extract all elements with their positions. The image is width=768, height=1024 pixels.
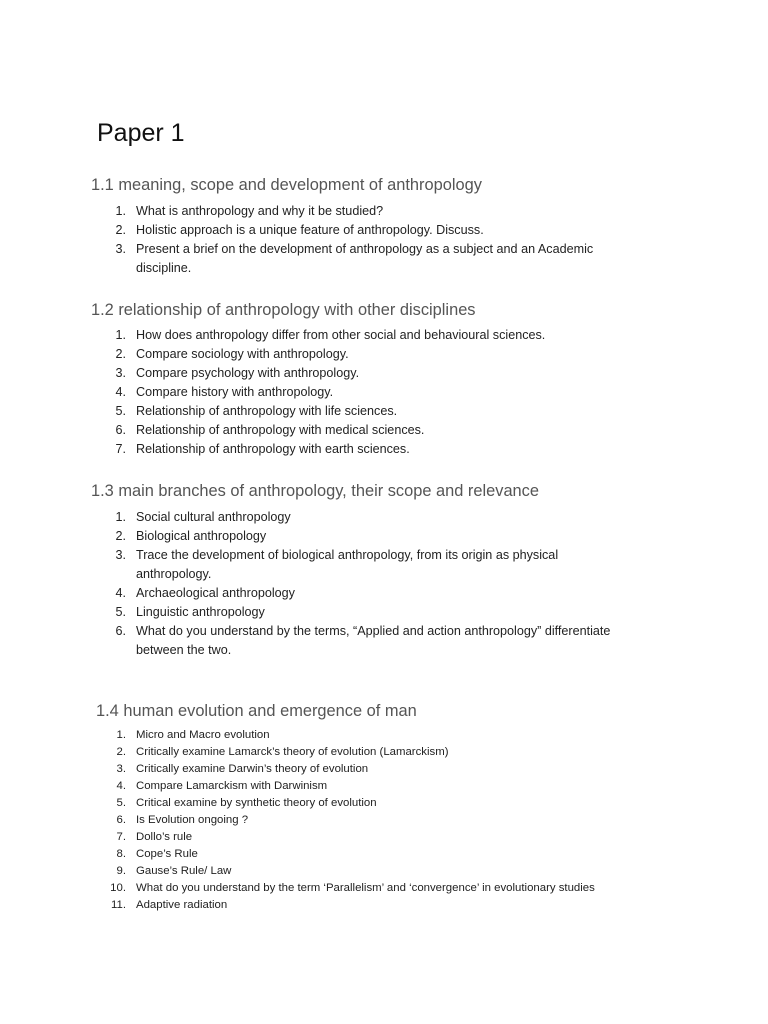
item-number: 6. bbox=[115, 423, 126, 437]
list-item bbox=[91, 744, 671, 761]
item-number: 10. bbox=[110, 882, 126, 894]
item-number: 8. bbox=[116, 848, 126, 860]
list-item bbox=[91, 897, 671, 914]
item-text: Relationship of anthropology with earth sciences. bbox=[136, 442, 410, 456]
page-title: Paper 1 bbox=[97, 119, 185, 147]
item-text: Relationship of anthropology with life sciences. bbox=[136, 404, 398, 418]
item-number: 1. bbox=[116, 729, 126, 741]
item-number: 7. bbox=[115, 442, 126, 456]
item-text: Cope’s Rule bbox=[136, 848, 198, 860]
item-text: Holistic approach is a unique feature of anthropology. Discuss. bbox=[136, 223, 484, 237]
item-number: 2. bbox=[115, 529, 126, 543]
item-number: 4. bbox=[115, 385, 126, 399]
list-item bbox=[91, 761, 671, 778]
list-item bbox=[91, 622, 631, 660]
list-item bbox=[91, 863, 671, 880]
item-text: Dollo’s rule bbox=[136, 831, 193, 843]
list-item bbox=[91, 383, 631, 402]
item-number: 5. bbox=[116, 797, 126, 809]
item-text: Compare Lamarckism with Darwinism bbox=[136, 780, 328, 792]
item-number: 1. bbox=[115, 510, 126, 524]
item-text: Adaptive radiation bbox=[136, 899, 228, 911]
list-item bbox=[91, 546, 631, 584]
list-item bbox=[91, 440, 631, 459]
item-text: Critically examine Darwin’s theory of evolution bbox=[136, 763, 369, 775]
item-text: Compare psychology with anthropology. bbox=[136, 366, 360, 380]
item-number: 3. bbox=[115, 366, 126, 380]
list-item bbox=[91, 508, 631, 527]
item-text: Present a brief on the development of anthropology as a subject and an Academic discipline. bbox=[136, 242, 594, 275]
list-item bbox=[91, 402, 631, 421]
list-item bbox=[91, 778, 671, 795]
item-number: 4. bbox=[116, 780, 126, 792]
item-text: Social cultural anthropology bbox=[136, 510, 291, 524]
item-text: Compare sociology with anthropology. bbox=[136, 347, 349, 361]
item-number: 7. bbox=[116, 831, 126, 843]
item-number: 11. bbox=[111, 899, 126, 911]
item-text: Relationship of anthropology with medical sciences. bbox=[136, 423, 425, 437]
item-text: What is anthropology and why it be studied? bbox=[136, 204, 384, 218]
item-text: How does anthropology differ from other social and behavioural sciences. bbox=[136, 328, 546, 342]
list-item bbox=[91, 202, 631, 221]
list-item bbox=[91, 829, 671, 846]
section-heading-1-2: 1.2 relationship of anthropology with other disciplines bbox=[91, 301, 476, 319]
list-item bbox=[91, 527, 631, 546]
item-number: 9. bbox=[116, 865, 126, 877]
item-text: Compare history with anthropology. bbox=[136, 385, 334, 399]
list-item bbox=[91, 846, 671, 863]
list-item bbox=[91, 795, 671, 812]
item-text: Linguistic anthropology bbox=[136, 605, 265, 619]
item-text: Micro and Macro evolution bbox=[136, 729, 270, 741]
item-number: 5. bbox=[115, 605, 126, 619]
item-number: 3. bbox=[115, 242, 126, 256]
section-heading-1-1: 1.1 meaning, scope and development of anthropology bbox=[91, 176, 482, 194]
item-number: 6. bbox=[115, 624, 126, 638]
list-item bbox=[91, 880, 671, 897]
section-heading-1-3: 1.3 main branches of anthropology, their scope and relevance bbox=[91, 482, 539, 500]
item-number: 4. bbox=[115, 586, 126, 600]
item-text: What do you understand by the term ‘Parallelism’ and ‘convergence’ in evolutionary studies bbox=[136, 882, 595, 894]
list-item bbox=[91, 421, 631, 440]
list-item bbox=[91, 812, 671, 829]
item-number: 5. bbox=[115, 404, 126, 418]
list-item bbox=[91, 584, 631, 603]
item-text: Critical examine by synthetic theory of evolution bbox=[136, 797, 377, 809]
item-text: Archaeological anthropology bbox=[136, 586, 295, 600]
list-item bbox=[91, 364, 631, 383]
item-number: 3. bbox=[115, 548, 126, 562]
item-text: What do you understand by the terms, “Applied and action anthropology” differentiate between the two. bbox=[136, 624, 611, 657]
section-list-1-1 bbox=[91, 202, 631, 278]
list-item bbox=[91, 221, 631, 240]
item-number: 1. bbox=[115, 204, 126, 218]
section-heading-1-4: 1.4 human evolution and emergence of man bbox=[96, 702, 417, 720]
item-number: 2. bbox=[115, 223, 126, 237]
item-number: 2. bbox=[116, 746, 126, 758]
item-text: Trace the development of biological anthropology, from its origin as physical anthropology. bbox=[136, 548, 559, 581]
section-list-1-4 bbox=[91, 727, 671, 914]
item-number: 6. bbox=[116, 814, 126, 826]
item-text: Biological anthropology bbox=[136, 529, 267, 543]
item-number: 3. bbox=[116, 763, 126, 775]
item-text: Critically examine Lamarck’s theory of evolution (Lamarckism) bbox=[136, 746, 449, 758]
list-item bbox=[91, 727, 671, 744]
item-number: 1. bbox=[115, 328, 126, 342]
list-item bbox=[91, 240, 631, 278]
section-list-1-2 bbox=[91, 326, 631, 459]
list-item bbox=[91, 345, 631, 364]
item-number: 2. bbox=[115, 347, 126, 361]
item-text: Is Evolution ongoing ? bbox=[136, 814, 249, 826]
item-text: Gause’s Rule/ Law bbox=[136, 865, 232, 877]
list-item bbox=[91, 603, 631, 622]
section-list-1-3 bbox=[91, 508, 631, 660]
list-item bbox=[91, 326, 631, 345]
